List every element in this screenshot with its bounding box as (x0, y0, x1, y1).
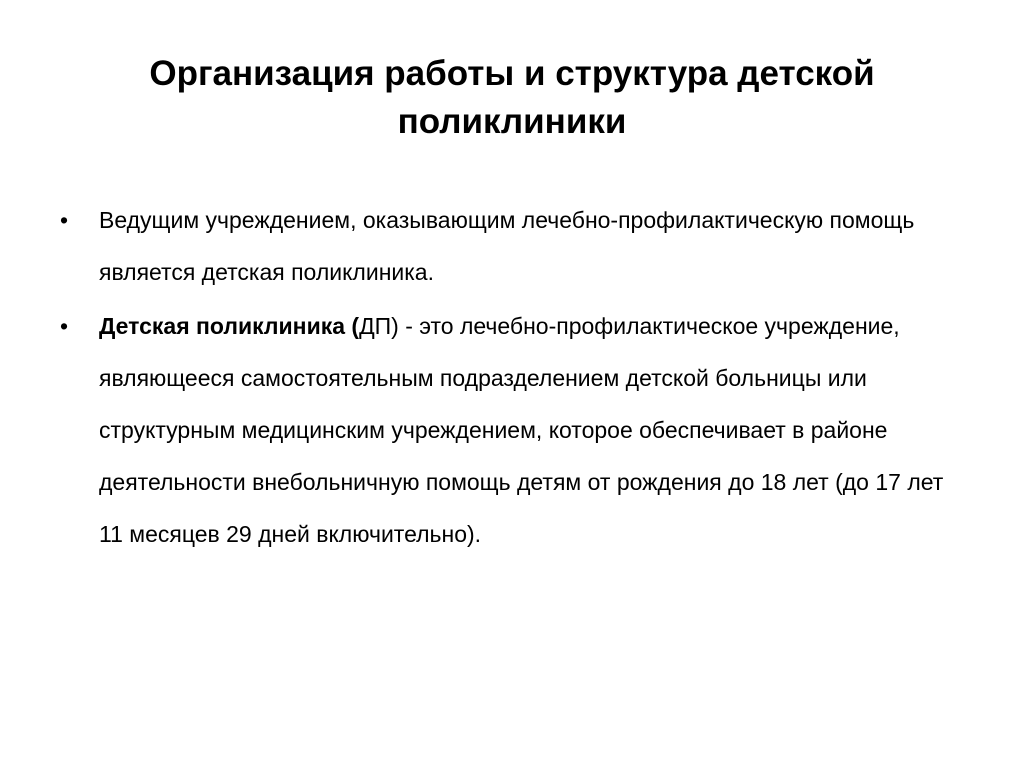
bullet-bold-term: Детская поликлиника ( (99, 313, 360, 339)
bullet-list (60, 194, 970, 562)
bullet-text: Ведущим учреждением, оказывающим лечебно-профилактическую помощь является детская поликлиника. (99, 207, 915, 285)
bullet-item-lead-institution (60, 194, 970, 298)
bullet-item-definition (60, 300, 970, 560)
bullet-marker: • (60, 207, 69, 233)
slide-title: Организация работы и структура детской поликлиники (149, 54, 875, 141)
bullet-text: ДП) - это лечебно-профилактическое учреждение, являющееся самостоятельным подразделением детской больницы или структурным медицинским учреждением, которое обеспечивает в районе деятельности внебольничную помощь детям от рождения до 18 лет (до 17 лет 11 месяцев 29 дней включительно). (99, 313, 944, 547)
bullet-marker: • (60, 313, 69, 339)
